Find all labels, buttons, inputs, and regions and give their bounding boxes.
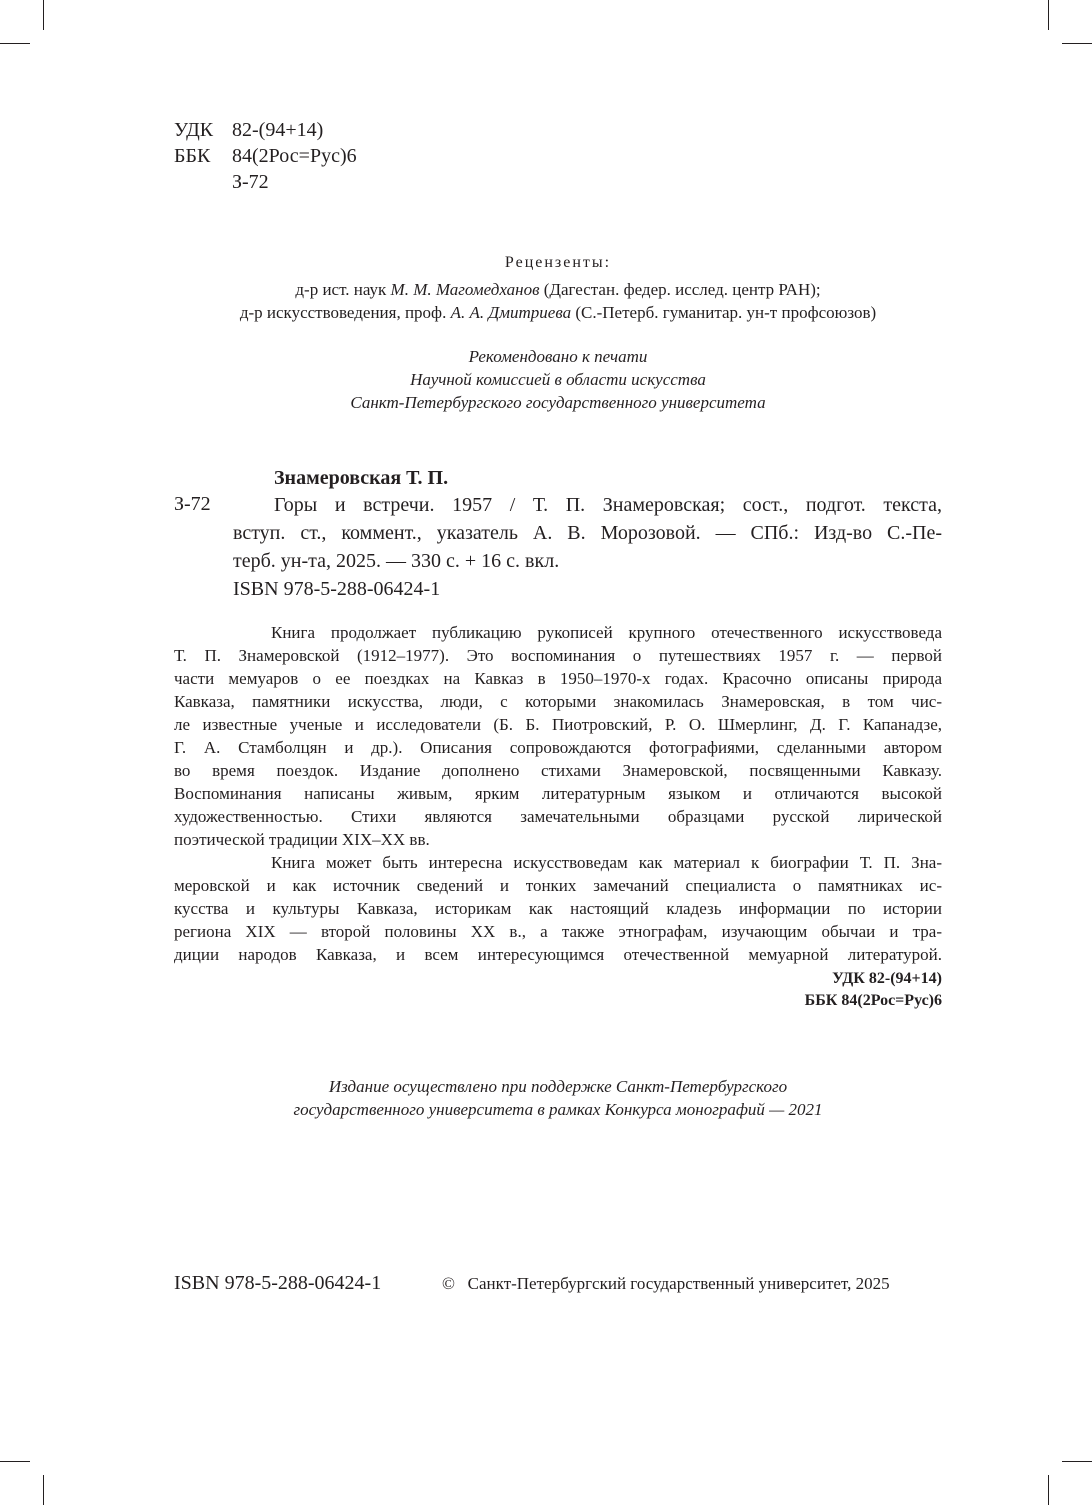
crop-mark (1062, 43, 1092, 44)
abstract (174, 621, 942, 966)
abstract-line: части мемуаров о ее поездках на Кавказ в 1950–1970-х годах. Красочно описаны природа (174, 669, 942, 688)
bib-line-3: терб. ун-та, 2025. — 330 с. + 16 с. вкл. (233, 550, 560, 572)
copyright-symbol: © (442, 1274, 455, 1293)
abstract-line: во время поездок. Издание дополнено стихами Знамеровской, посвященными Кавказу. (174, 761, 942, 780)
crop-mark (0, 1461, 30, 1462)
abstract-line: региона XIX — второй половины XX в., а также этнографам, изучающим обычаи и тра- (174, 922, 942, 941)
bib-line-1: Горы и встречи. 1957 / Т. П. Знамеровская; сост., подгот. текста, (274, 494, 942, 516)
crop-mark (0, 43, 30, 44)
abstract-line: ле известные ученые и исследователи (Б. Б. Пиотровский, Р. О. Шмерлинг, Д. Г. Капанадзе, (174, 715, 942, 734)
crop-mark (1048, 1475, 1049, 1505)
copyright-text: Санкт-Петербургский государственный университет, 2025 (467, 1274, 890, 1293)
abstract-line: Воспоминания написаны живым, ярким литературным языком и отличаются высокой (174, 784, 942, 803)
abstract-line: Г. А. Стамболцян и др.). Описания сопровождаются фотографиями, сделанными автором (174, 738, 942, 757)
udk-label: УДК (174, 119, 214, 141)
crop-mark (43, 0, 44, 30)
bibliographic-record (233, 491, 942, 603)
abstract-line: Книга продолжает публикацию рукописей крупного отечественного искусствоведа (271, 623, 942, 642)
footer-udk: УДК 82-(94+14) (832, 970, 942, 987)
support-note (174, 1075, 942, 1121)
author-mark-line (174, 169, 357, 195)
recommendation-block (174, 345, 942, 414)
crop-mark (1048, 0, 1049, 30)
recommendation-line: Санкт-Петербургского государственного университета (350, 393, 766, 412)
bibliographic-mark: З-72 (174, 493, 211, 515)
bbk-line (174, 143, 357, 169)
recommendation-line: Рекомендовано к печати (468, 347, 648, 366)
udk-value: 82-(94+14) (232, 119, 324, 141)
abstract-line: художественностью. Стихи являются замечательными образцами русской лирической (174, 807, 942, 826)
bib-isbn: ISBN 978-5-288-06424-1 (233, 578, 441, 600)
recommendation-line: Научной комиссией в области искусства (410, 370, 706, 389)
abstract-line: поэтической традиции XIX–XX вв. (174, 830, 430, 849)
crop-mark (43, 1475, 44, 1505)
reviewer-2-name: А. А. Дмитриева (450, 303, 572, 322)
abstract-line: Книга может быть интересна искусствоведам как материал к биографии Т. П. Зна- (271, 853, 942, 872)
reviewers-heading: Рецензенты: (504, 254, 612, 271)
footer-bbk: ББК 84(2Рос=Рус)6 (804, 992, 942, 1009)
classification-block (174, 117, 357, 195)
support-line: государственного университета в рамках Конкурса монографий — 2021 (293, 1100, 823, 1119)
author-mark: З-72 (232, 171, 269, 193)
bbk-label: ББК (174, 145, 211, 167)
abstract-line: Кавказа, памятники искусства, люди, с которыми знакомилась Знамеровская, в том чис- (174, 692, 942, 711)
reviewers-block (100, 278, 1016, 324)
crop-mark (1062, 1461, 1092, 1462)
bottom-isbn: ISBN 978-5-288-06424-1 (174, 1272, 382, 1294)
author-heading: Знамеровская Т. П. (274, 467, 449, 489)
abstract-line: кусства и культуры Кавказа, историкам как настоящий кладезь информации по истории (174, 899, 942, 918)
bbk-value: 84(2Рос=Рус)6 (232, 145, 357, 167)
reviewer-1-name: М. М. Магомедханов (390, 280, 540, 299)
udk-line (174, 117, 357, 143)
reviewer-2: д-р искусствоведения, проф. А. А. Дмитриева (С.-Петерб. гуманитар. ун-т профсоюзов) (239, 303, 877, 322)
footer-codes (674, 968, 942, 1012)
bib-line-2: вступ. ст., коммент., указатель А. В. Морозовой. — СПб.: Изд-во С.-Пе- (233, 522, 942, 544)
reviewer-1: д-р ист. наук М. М. Магомедханов (Дагестан. федер. исслед. центр РАН); (295, 280, 821, 299)
abstract-line: диции народов Кавказа, и всем интересующимся отечественной мемуарной литературой. (174, 945, 942, 964)
abstract-line: Т. П. Знамеровской (1912–1977). Это воспоминания о путешествиях 1957 г. — первой (174, 646, 942, 665)
copyright-line (442, 1272, 942, 1295)
abstract-line: меровской и как источник сведений и тонких замечаний специалиста о памятниках ис- (174, 876, 942, 895)
support-line: Издание осуществлено при поддержке Санкт-Петербургского (328, 1077, 788, 1096)
